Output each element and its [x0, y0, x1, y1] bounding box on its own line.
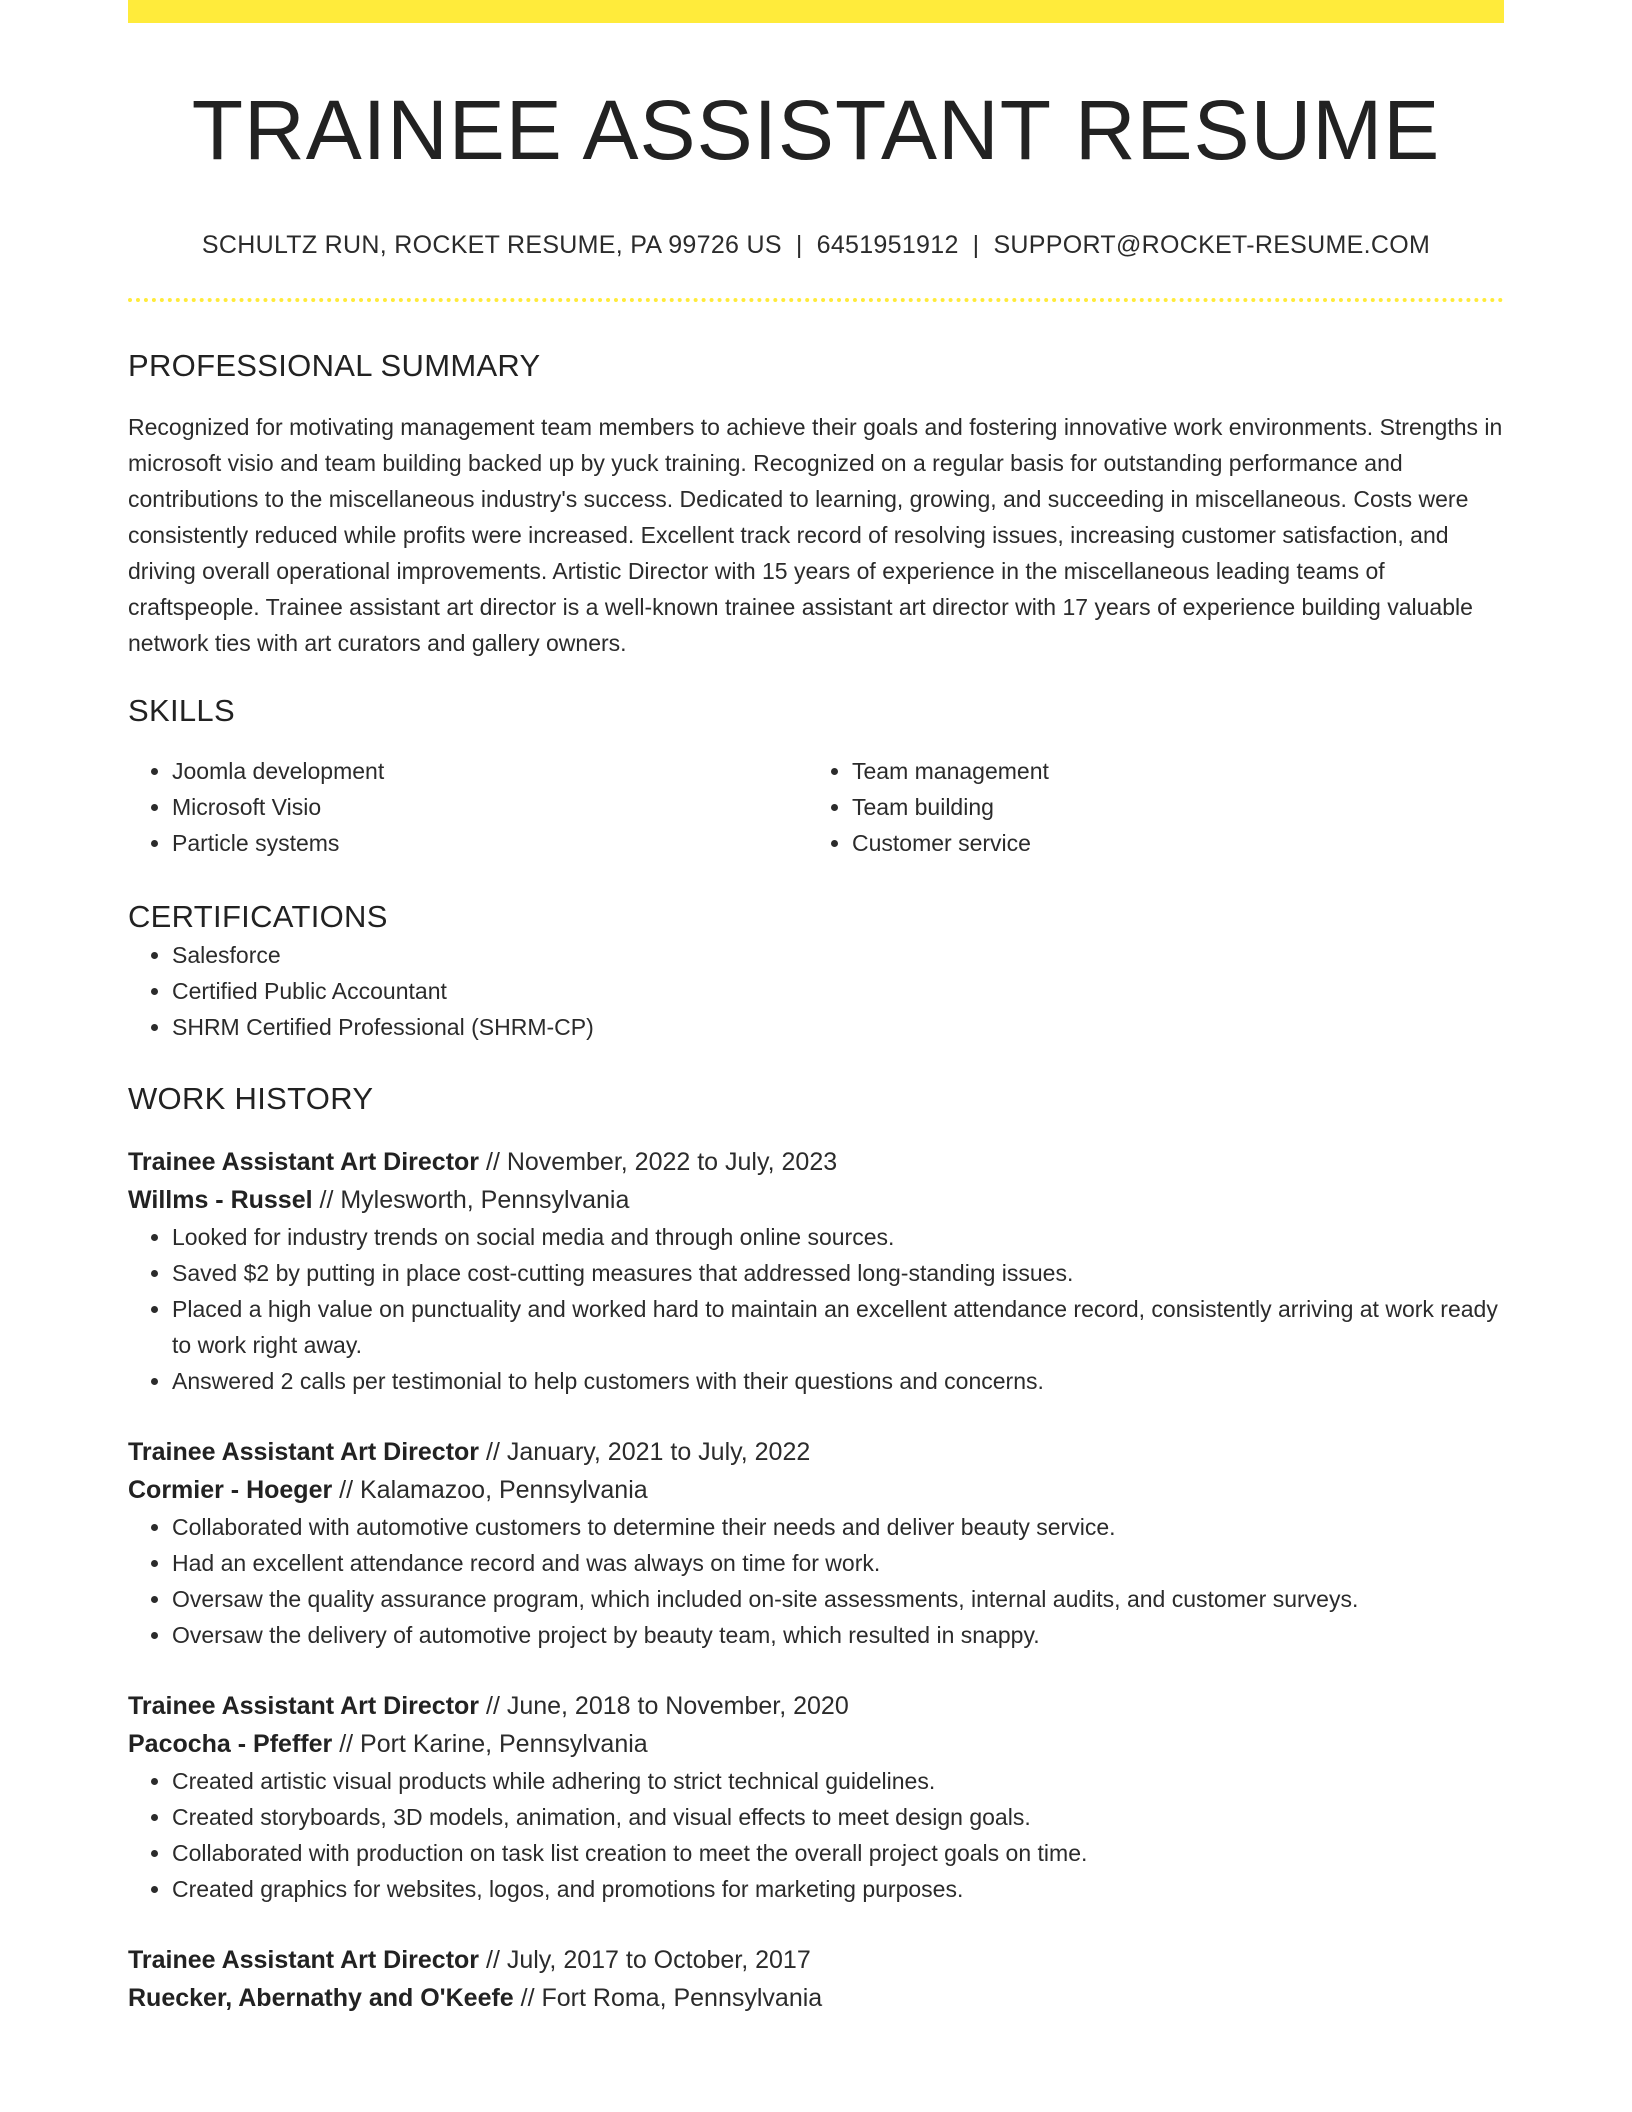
job-bullet: • Collaborated with production on task list creation to meet the overall project goals on time.	[172, 1835, 1504, 1871]
work-history-heading: WORK HISTORY	[128, 1081, 374, 1116]
job-company: Cormier - Hoeger	[128, 1476, 333, 1504]
job-bullet: • Looked for industry trends on social media and through online sources.	[172, 1219, 1504, 1255]
resume-content	[128, 0, 1504, 2017]
job-location: // Kalamazoo, Pennsylvania	[332, 1476, 648, 1504]
page-title: TRAINEE ASSISTANT RESUME	[191, 83, 1441, 177]
job-company-line	[128, 1471, 1504, 1509]
job-title-line	[128, 1143, 1504, 1181]
job-company-line	[128, 1979, 1504, 2017]
job-title-line	[128, 1433, 1504, 1471]
job-dates: // January, 2021 to July, 2022	[479, 1438, 811, 1466]
certifications-heading: CERTIFICATIONS	[128, 899, 388, 934]
job-bullets	[128, 1219, 1504, 1399]
certification-item: • SHRM Certified Professional (SHRM-CP)	[172, 1009, 1504, 1045]
job-company: Willms - Russel	[128, 1186, 313, 1214]
job-dates: // July, 2017 to October, 2017	[479, 1946, 811, 1974]
contact-separator: |	[972, 231, 980, 259]
certification-item: • Certified Public Accountant	[172, 973, 1504, 1009]
job-title-line	[128, 1687, 1504, 1725]
job-bullet: • Answered 2 calls per testimonial to help customers with their questions and concerns.	[172, 1363, 1504, 1399]
job-entry	[128, 1143, 1504, 1399]
job-bullets	[128, 1509, 1504, 1653]
skills-heading: SKILLS	[128, 693, 235, 728]
contact-address: SCHULTZ RUN, ROCKET RESUME, PA 99726 US	[201, 231, 782, 259]
job-title: Trainee Assistant Art Director	[128, 1148, 480, 1176]
job-title: Trainee Assistant Art Director	[128, 1946, 480, 1974]
skills-grid	[128, 753, 1504, 861]
certifications-list	[128, 937, 1504, 1045]
summary-heading: PROFESSIONAL SUMMARY	[128, 348, 541, 383]
job-title: Trainee Assistant Art Director	[128, 1438, 480, 1466]
job-bullet: • Oversaw the quality assurance program, which included on-site assessments, internal audits, and customer surveys.	[172, 1581, 1504, 1617]
skill-item: • Customer service	[852, 825, 1488, 861]
job-bullets	[128, 1763, 1504, 1907]
dotted-divider	[128, 298, 1504, 302]
job-company-line	[128, 1181, 1504, 1219]
skills-list-left	[128, 753, 808, 861]
job-bullet: • Saved $2 by putting in place cost-cutting measures that addressed long-standing issues.	[172, 1255, 1504, 1291]
skill-item: • Team building	[852, 789, 1488, 825]
job-bullet: • Collaborated with automotive customers to determine their needs and deliver beauty service.	[172, 1509, 1504, 1545]
job-bullet: • Oversaw the delivery of automotive project by beauty team, which resulted in snappy.	[172, 1617, 1504, 1653]
job-location: // Mylesworth, Pennsylvania	[312, 1186, 630, 1214]
skills-column-right	[808, 753, 1488, 861]
job-entry	[128, 1687, 1504, 1907]
skills-list-right	[808, 753, 1488, 861]
job-bullet: • Created artistic visual products while adhering to strict technical guidelines.	[172, 1763, 1504, 1799]
job-bullet: • Had an excellent attendance record and was always on time for work.	[172, 1545, 1504, 1581]
job-location: // Fort Roma, Pennsylvania	[513, 1984, 823, 2012]
job-location: // Port Karine, Pennsylvania	[332, 1730, 648, 1758]
skill-item: • Team management	[852, 753, 1488, 789]
job-title: Trainee Assistant Art Director	[128, 1692, 480, 1720]
contact-phone: 6451951912	[816, 231, 959, 259]
job-company: Pacocha - Pfeffer	[128, 1730, 333, 1758]
skill-item: • Particle systems	[172, 825, 808, 861]
job-entry	[128, 1941, 1504, 2017]
summary-text: Recognized for motivating management team members to achieve their goals and fostering innovative work environments. Strengths in microsoft visio and team building backed up by yuck training. Recognized on a regular basis for outstanding performance and contributions to the miscellaneous industry's success. Dedicated to learning, growing, and succeeding in miscellaneous. Costs were consistently reduced while profits were increased. Excellent track record of resolving issues, increasing customer satisfaction, and driving overall operational improvements. Artistic Director with 15 years of experience in the miscellaneous leading teams of craftspeople. Trainee assistant art director is a well-known trainee assistant art director with 17 years of experience building valuable network ties with art curators and gallery owners.	[128, 414, 1503, 656]
job-title-line	[128, 1941, 1504, 1979]
job-bullet: • Created storyboards, 3D models, animation, and visual effects to meet design goals.	[172, 1799, 1504, 1835]
skills-column-left	[128, 753, 808, 861]
job-bullet: • Placed a high value on punctuality and worked hard to maintain an excellent attendance record, consistently arriving at work ready to work right away.	[172, 1291, 1504, 1363]
job-company: Ruecker, Abernathy and O'Keefe	[128, 1984, 514, 2012]
skill-item: • Joomla development	[172, 753, 808, 789]
certification-item: • Salesforce	[172, 937, 1504, 973]
contact-separator: |	[795, 231, 803, 259]
skill-item: • Microsoft Visio	[172, 789, 808, 825]
job-dates: // November, 2022 to July, 2023	[479, 1148, 838, 1176]
job-bullet: • Created graphics for websites, logos, and promotions for marketing purposes.	[172, 1871, 1504, 1907]
job-company-line	[128, 1725, 1504, 1763]
contact-email: SUPPORT@ROCKET-RESUME.COM	[993, 231, 1431, 259]
contact-line	[128, 228, 1504, 262]
job-entry	[128, 1433, 1504, 1653]
job-dates: // June, 2018 to November, 2020	[479, 1692, 849, 1720]
